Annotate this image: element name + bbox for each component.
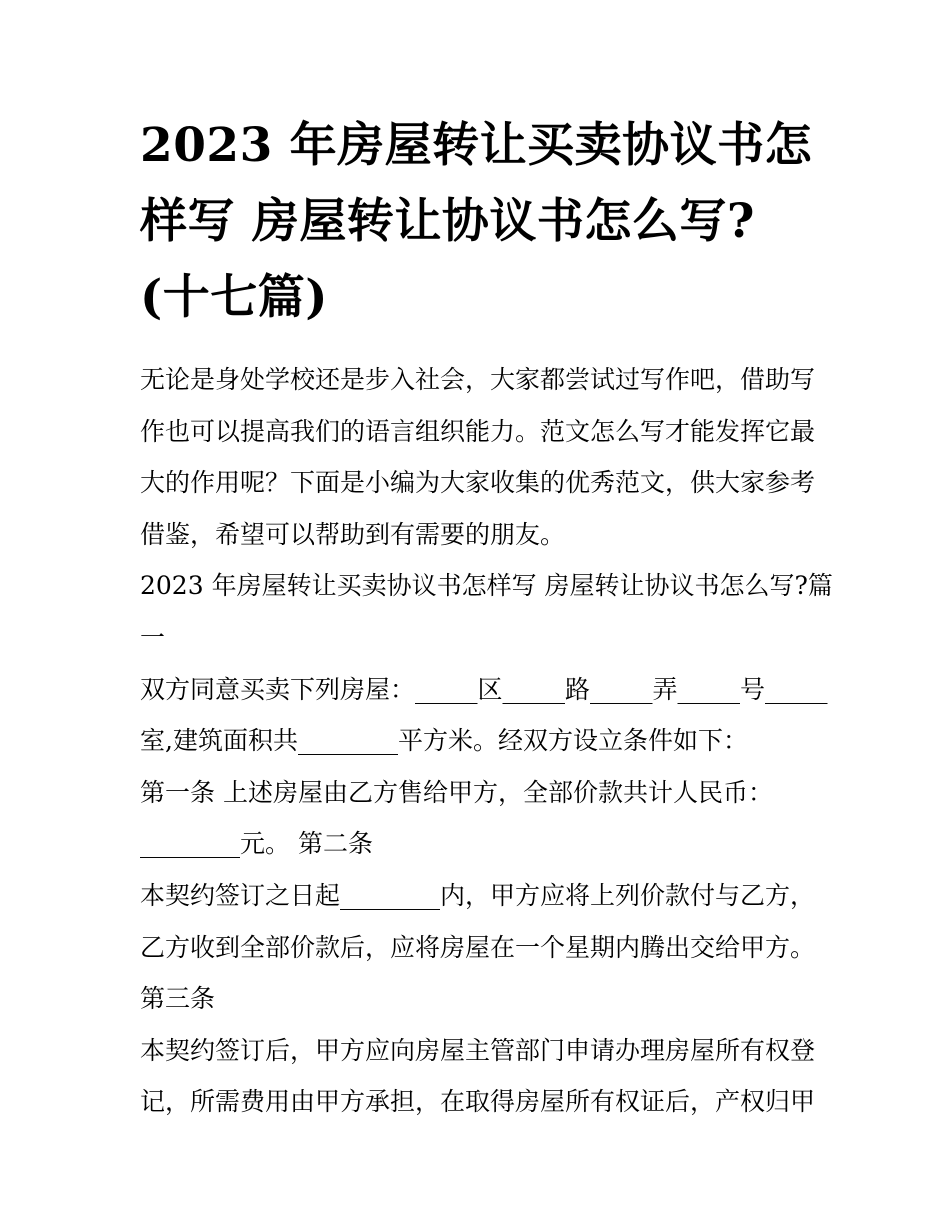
- title-line: 样写 房屋转让协议书怎么写?: [140, 194, 755, 249]
- body-line: 作也可以提高我们的语言组织能力。范文怎么写才能发挥它最: [140, 416, 816, 446]
- body-line: 大的作用呢？下面是小编为大家收集的优秀范文，供大家参考: [140, 468, 816, 498]
- section-heading-line: 一: [140, 622, 166, 652]
- document-body: [140, 354, 833, 1128]
- body-line: 第一条 上述房屋由乙方售给甲方，全部价款共计人民币：: [140, 777, 773, 807]
- document-title: [140, 108, 830, 336]
- body-line: 本契约签订后，甲方应向房屋主管部门申请办理房屋所有权登: [140, 1035, 816, 1065]
- body-line: 乙方收到全部价款后，应将房屋在一个星期内腾出交给甲方。: [140, 932, 816, 962]
- body-line: 无论是身处学校还是步入社会，大家都尝试过写作吧，借助写: [140, 365, 816, 394]
- title-line: 2023 年房屋转让买卖协议书怎: [140, 118, 813, 173]
- body-line: 室,建筑面积共________平方米。经双方设立条件如下：: [140, 726, 748, 756]
- body-line: 记，所需费用由甲方承担，在取得房屋所有权证后，产权归甲: [140, 1087, 816, 1117]
- body-line: 借鉴，希望可以帮助到有需要的朋友。: [140, 519, 566, 549]
- body-line: 第三条: [140, 984, 216, 1014]
- section-heading-line: 2023 年房屋转让买卖协议书怎样写 房屋转让协议书怎么写?篇: [140, 571, 833, 601]
- body-line: ________元。 第二条: [140, 829, 373, 859]
- title-line: (十七篇): [140, 270, 328, 325]
- body-line: 双方同意买卖下列房屋：_____区_____路_____弄_____号_____: [140, 674, 828, 704]
- body-line: 本契约签订之日起________内，甲方应将上列价款付与乙方，: [140, 880, 816, 910]
